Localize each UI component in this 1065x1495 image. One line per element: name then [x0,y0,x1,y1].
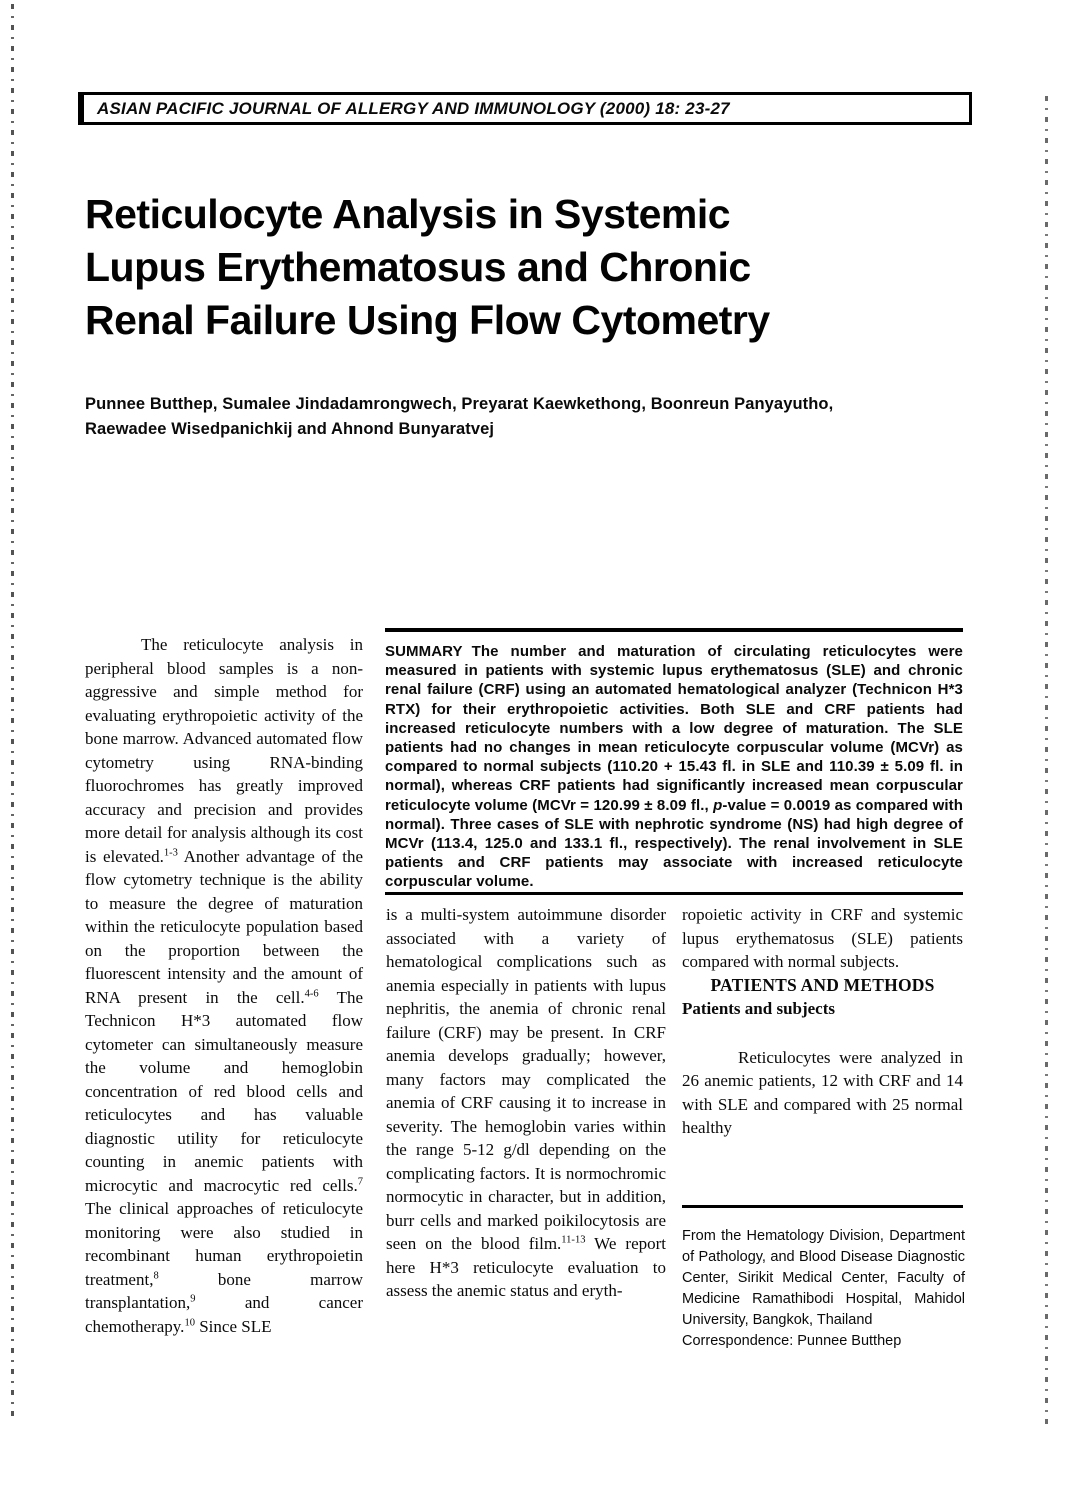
scan-artifact-right-edge [1045,96,1048,1424]
intro-paragraph-right: ropoietic activity in CRF and systemic lupus erythematosus (SLE) patients compared with normal subjects. [682,905,963,971]
column-right [682,903,963,1140]
section-heading-patients-and-methods: PATIENTS AND METHODS [710,974,935,995]
scan-artifact-left-edge [11,4,14,1416]
intro-column-middle [386,903,666,1303]
intro-paragraph-left: The reticulocyte analysis in peripheral blood samples is a non-aggressive and simple method for evaluating erythropoietic activity of the bone marrow. Advanced automated flow cytometry using RNA-binding fluorochromes has greatly improved accuracy and precision and provides more detail for analysis although its cost is elevated.$^{1-3}$ Another advantage of the flow cytometry technique is the ability to measure the degree of maturation within the reticulocyte population based on the proportion between the fluorescent intensity and the amount of RNA present in the cell.$^{4-6}$ The Technicon H*3 automated flow cytometer can simultaneously measure the volume and hemoglobin concentration of red blood cells and reticulocytes and has valuable diagnostic utility for reticulocyte counting in anemic patients with microcytic and macrocytic red cells.$^7$ The clinical approaches of reticulocyte monitoring were also studied in recombinant human erythropoietin treatment,$^8$ bone marrow transplantation,$^9$ and cancer chemotherapy.$^{10}$ Since SLE [85,635,363,1336]
article-title-line: Reticulocyte Analysis in Systemic [85,191,731,237]
summary-bottom-rule [385,892,963,895]
summary-text: The number and maturation of circulating reticulocytes were measured in patients with systemic lupus erythematosus (SLE) and chronic renal failure (CRF) using an automated hematological analyzer (Technicon H*3 RTX) for their erythropoietic activities. Both SLE and CRF patients had increased reticulocyte numbers with a low degree of maturation. The SLE patients had no changes in mean reticulocyte corpuscular volume (MCVr) as compared to normal subjects (110.20 + 15.43 fl. in SLE and 110.39 ± 5.09 fl. in normal), whereas CRF patients had significantly increased mean corpuscular reticulocyte volume (MCVr = 120.99 ± 8.09 fl., p-value = 0.0019 as compared with normal). Three cases of SLE with nephrotic syndrome (NS) had high degree of MCVr (113.4, 125.0 and 133.1 fl., respectively). The renal involvement in SLE patients and CRF patients may associate with increased reticulocyte corpuscular volume. [385,643,963,891]
footnote-block [682,1226,965,1352]
intro-paragraph-middle: is a multi-system autoimmune disorder associated with a variety of hematological complications such as anemia especially in patients with lupus nephritis, the anemia of chronic renal failure (CRF) may be present. In CRF anemia develops gradually; however, many factors may complicated the anemia of CRF causing it to increase in severity. The hemoglobin varies within the range 5-12 g/dl depending on the complicating factors. It is normochromic normocytic in character, but in addition, burr cells and marked poikilocytosis are seen on the blood film.$^{11-13}$ We report here H*3 reticulocyte evaluation to assess the anemic status and eryth- [386,905,667,1300]
author-list [85,392,945,442]
correspondence-text: Correspondence: Punnee Butthep [682,1333,902,1349]
article-title-line: Renal Failure Using Flow Cytometry [85,297,770,343]
author-list-line: Raewadee Wisedpanichkij and Ahnond Bunyaratvej [85,420,495,438]
summary-label: SUMMARY [385,643,463,660]
intro-column-left [85,633,363,1338]
journal-banner-text: ASIAN PACIFIC JOURNAL OF ALLERGY AND IMMUNOLOGY (2000) 18: 23-27 [97,98,730,118]
summary-top-rule [385,628,963,632]
affiliation-text: From the Hematology Division, Department of Pathology, and Blood Disease Diagnostic Center, Sirikit Medical Center, Faculty of Medicine Ramathibodi Hospital, Mahidol University, Bangkok, Thailand [682,1228,965,1328]
abstract-summary [385,642,963,892]
article-title [85,188,945,347]
author-list-line: Punnee Butthep, Sumalee Jindadamrongwech, Preyarat Kaewkethong, Boonreun Panyayutho, [85,395,834,413]
footnote-rule [682,1205,963,1208]
article-title-line: Lupus Erythematosus and Chronic [85,244,751,290]
journal-banner [78,92,972,125]
subsection-heading-patients-and-subjects: Patients and subjects [682,999,836,1018]
patients-paragraph: Reticulocytes were analyzed in 26 anemic patients, 12 with CRF and 14 with SLE and compared with 25 normal healthy [682,1047,963,1137]
